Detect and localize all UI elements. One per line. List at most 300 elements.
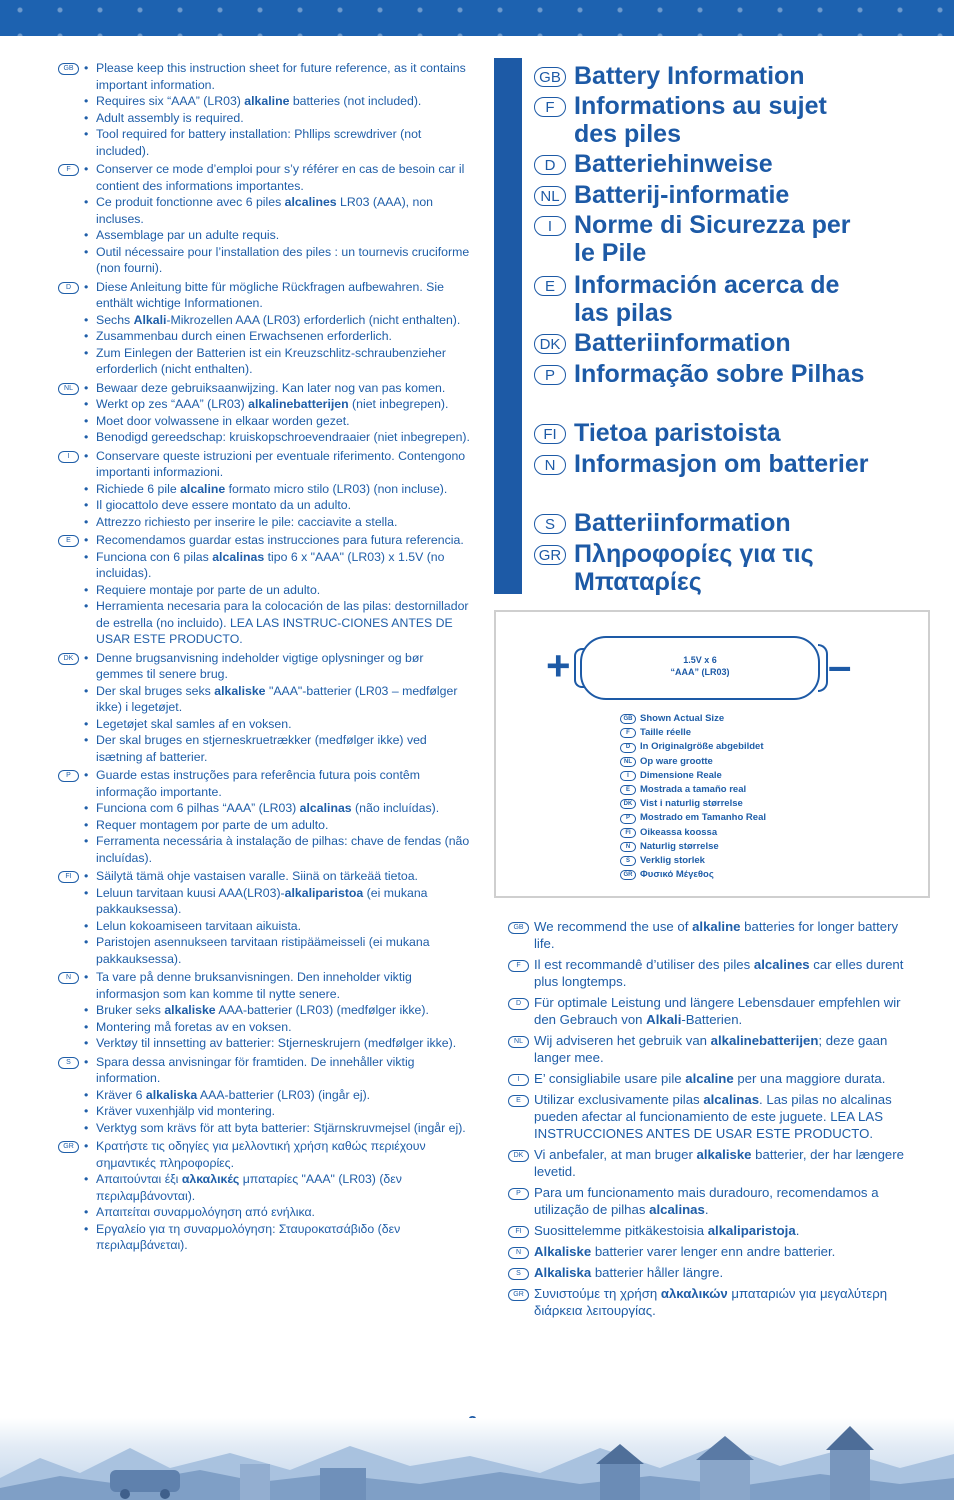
emphasis-text: alcaline bbox=[685, 1071, 734, 1086]
text-segment: batterier varer lenger enn andre batterier. bbox=[591, 1244, 836, 1259]
text-segment: . Las pilas no alcalinas pueden afectar al funcionamiento de este juguete. LEA LAS INSTRUCCIONES ANTES DE USAR ESTE PRODUCTO. bbox=[534, 1092, 892, 1141]
text-segment: Απαιτείται συναρμολόγηση από ενήλικα. bbox=[96, 1205, 315, 1219]
actual-size-fi bbox=[620, 826, 766, 840]
language-code-badge: DK bbox=[620, 799, 636, 809]
language-code-badge: D bbox=[620, 743, 636, 753]
actual-size-s bbox=[620, 854, 766, 868]
language-section-d bbox=[58, 279, 470, 378]
emphasis-text: alcalinas bbox=[649, 1202, 705, 1217]
text-segment: Outil nécessaire pour l’installation des piles : un tournevis cruciforme (non fourni). bbox=[96, 244, 470, 275]
title-text: Batteriinformation bbox=[574, 509, 791, 537]
bullet-item bbox=[84, 481, 470, 498]
title-text: Informação sobre Pilhas bbox=[574, 360, 865, 388]
language-code-badge: DK bbox=[58, 653, 79, 665]
bullet-item bbox=[84, 1087, 470, 1104]
emphasis-text: alkaliparistoa bbox=[284, 885, 364, 900]
language-code-badge: D bbox=[58, 282, 79, 294]
title-text: Tietoa paristoista bbox=[574, 419, 781, 447]
text-segment: Ferramenta necessária à instalação de pilhas: chave de fendas (não incluídas). bbox=[96, 834, 470, 865]
recommendation-text bbox=[534, 1070, 908, 1087]
text-segment: Herramienta necesaria para la colocación de las pilas: destornillador de estrella (no incluido). LEA LAS INSTRUC-CIONES ANTES DE USAR ESTE PRODUCTO. bbox=[96, 599, 469, 646]
recommendation-n bbox=[508, 1243, 908, 1260]
title-p bbox=[534, 360, 874, 388]
language-code-badge: P bbox=[58, 770, 79, 782]
emphasis-text: alkaliska bbox=[145, 1087, 198, 1102]
text-segment: Tool required for battery installation: Phllips screwdriver (not included). bbox=[96, 127, 422, 158]
text-segment: (niet inbegrepen). bbox=[348, 397, 449, 411]
title-s bbox=[534, 509, 874, 537]
recommendation-text bbox=[534, 1285, 908, 1319]
text-segment: Montering må foretas av en voksen. bbox=[96, 1019, 292, 1034]
emphasis-text: alcaline bbox=[180, 481, 226, 496]
actual-size-text: Φυσικό Μέγεθος bbox=[640, 869, 714, 881]
bullet-item bbox=[84, 429, 470, 446]
bullet-item bbox=[84, 110, 470, 127]
actual-size-i bbox=[620, 769, 766, 783]
text-segment: Zum Einlegen der Batterien ist ein Kreuzschlitz-schraubenzieher erforderlich (nicht enthalten). bbox=[96, 345, 446, 376]
title-text: Batteriehinweise bbox=[574, 150, 773, 178]
battery-cap-right bbox=[818, 644, 828, 692]
recommendation-text bbox=[534, 956, 908, 990]
emphasis-text: alcalinas bbox=[299, 801, 352, 815]
title-accent-bar bbox=[494, 58, 522, 594]
text-segment: Requires six “AAA” (LR03) bbox=[96, 94, 245, 108]
title-text: Batteriinformation bbox=[574, 329, 791, 357]
text-segment: Il giocattolo deve essere montato da un adulto. bbox=[96, 498, 351, 512]
language-code-badge: NL bbox=[620, 757, 636, 767]
title-f bbox=[534, 92, 874, 148]
actual-size-gb bbox=[620, 712, 766, 726]
instructions-column bbox=[58, 60, 470, 1256]
actual-size-text: Vist i naturlig størrelse bbox=[640, 798, 743, 810]
actual-size-e bbox=[620, 783, 766, 797]
text-segment: E’ consigliabile usare pile bbox=[534, 1071, 686, 1086]
recommendation-f bbox=[508, 956, 908, 990]
language-code-badge: P bbox=[534, 365, 566, 385]
title-nl bbox=[534, 181, 874, 209]
bullet-item bbox=[84, 549, 470, 582]
actual-size-text: Op ware grootte bbox=[640, 755, 713, 767]
title-text: Información acerca de las pilas bbox=[574, 271, 840, 327]
language-code-badge: P bbox=[620, 814, 636, 824]
text-segment: Kräver 6 bbox=[96, 1087, 146, 1102]
language-code-badge: S bbox=[58, 1057, 79, 1069]
language-code-badge: E bbox=[534, 276, 566, 296]
language-code-badge: F bbox=[58, 164, 79, 176]
battery-type-label: “AAA” (LR03) bbox=[670, 667, 730, 677]
bullet-item bbox=[84, 650, 470, 683]
text-segment: . bbox=[704, 1202, 709, 1217]
text-segment: Benodigd gereedschap: kruiskopschroevendraaier (niet inbegrepen). bbox=[96, 430, 470, 444]
text-segment: batterier håller längre. bbox=[591, 1265, 724, 1280]
recommendation-i bbox=[508, 1070, 908, 1087]
language-section-nl bbox=[58, 380, 470, 446]
text-segment: Zusammenbau durch einen Erwachsenen erforderlich. bbox=[96, 329, 392, 343]
bullet-item bbox=[84, 918, 470, 935]
emphasis-text: alkaline bbox=[244, 94, 290, 108]
bullet-item bbox=[84, 244, 470, 277]
text-segment: Adult assembly is required. bbox=[96, 110, 244, 125]
title-n bbox=[534, 450, 874, 478]
bullet-item bbox=[84, 1138, 470, 1171]
text-segment: Verktyg som krävs för att byta batterier: Stjärnskruvmejsel (ingår ej). bbox=[96, 1120, 466, 1135]
language-code-badge: F bbox=[508, 960, 529, 972]
text-segment: Conservare queste istruzioni per eventuale riferimento. Contengono importanti informazioni. bbox=[96, 448, 466, 479]
bullet-item bbox=[84, 194, 470, 227]
bullet-item bbox=[84, 800, 470, 817]
title-text: Informasjon om batterier bbox=[574, 450, 869, 478]
bullet-item bbox=[84, 126, 470, 159]
bullet-item bbox=[84, 833, 470, 866]
bullet-list bbox=[84, 868, 470, 967]
language-section-e bbox=[58, 532, 470, 648]
text-segment: Säilytä tämä ohje vastaisen varalle. Siinä on tärkeää tietoa. bbox=[96, 869, 418, 883]
recommendation-text bbox=[534, 994, 908, 1028]
positive-terminal-sign: + bbox=[546, 642, 571, 689]
language-code-badge: N bbox=[534, 455, 566, 475]
top-decorative-band bbox=[0, 0, 954, 36]
bullet-item bbox=[84, 328, 470, 345]
title-dk bbox=[534, 329, 874, 357]
bullet-item bbox=[84, 448, 470, 481]
text-segment: tipo 6 x "AAA" (LR03) x 1.5V (no incluidas). bbox=[96, 549, 445, 580]
recommendation-text bbox=[534, 1243, 908, 1260]
text-segment: AAA-batterier (LR03) (ingår ej). bbox=[197, 1087, 371, 1102]
actual-size-p bbox=[620, 811, 766, 825]
language-code-badge: GB bbox=[534, 67, 566, 87]
bullet-item bbox=[84, 969, 470, 1002]
bullet-item bbox=[84, 1002, 470, 1019]
text-segment: μπαταριών για μεγαλύτερη διάρκεια λειτουργίας. bbox=[534, 1286, 888, 1318]
bullet-list bbox=[84, 532, 470, 648]
language-section-i bbox=[58, 448, 470, 531]
emphasis-text: alkaline bbox=[692, 919, 741, 934]
actual-size-d bbox=[620, 740, 766, 754]
language-code-badge: DK bbox=[508, 1150, 529, 1162]
battery-voltage-label: 1.5V x 6 bbox=[683, 655, 717, 665]
language-code-badge: P bbox=[508, 1188, 529, 1200]
text-segment: Recomendamos guardar estas instrucciones para futura referencia. bbox=[96, 533, 464, 547]
bullet-item bbox=[84, 312, 470, 329]
emphasis-text: alkaliske bbox=[696, 1147, 752, 1162]
text-segment: ; deze gaan langer mee. bbox=[534, 1033, 888, 1065]
language-section-s bbox=[58, 1054, 470, 1137]
emphasis-text: alkalinebatterijen bbox=[710, 1033, 819, 1048]
language-code-badge: DK bbox=[534, 334, 566, 354]
language-code-badge: S bbox=[508, 1268, 529, 1280]
emphasis-text: Alkali bbox=[646, 1012, 682, 1027]
bullet-list bbox=[84, 650, 470, 766]
text-segment: Bruker seks bbox=[96, 1003, 165, 1017]
text-segment: Legetøjet skal samles af en voksen. bbox=[96, 716, 292, 731]
language-code-badge: FI bbox=[508, 1226, 529, 1238]
actual-size-text: Mostrado em Tamanho Real bbox=[640, 812, 766, 824]
text-segment: -Mikrozellen AAA (LR03) erforderlich (nicht enthalten). bbox=[166, 312, 461, 327]
actual-size-text: Oikeassa koossa bbox=[640, 826, 718, 838]
language-code-badge: NL bbox=[508, 1036, 529, 1048]
actual-size-gr bbox=[620, 868, 766, 882]
emphasis-text: alcalinas bbox=[212, 549, 265, 564]
text-segment: Für optimale Leistung und längere Lebensdauer empfehlen wir den Gebrauch von bbox=[534, 995, 901, 1027]
bullet-item bbox=[84, 1221, 470, 1254]
text-segment: LR03 (AAA), non incluses. bbox=[96, 195, 434, 226]
title-e bbox=[534, 271, 874, 327]
text-segment: Funciona com 6 pilhas “AAA” (LR03) bbox=[96, 801, 300, 815]
text-segment: Wij adviseren het gebruik van bbox=[534, 1033, 711, 1048]
bullet-list bbox=[84, 161, 470, 277]
village-scene-illustration bbox=[0, 1418, 954, 1500]
bullet-item bbox=[84, 934, 470, 967]
language-code-badge: GR bbox=[620, 870, 636, 880]
text-segment: Denne brugsanvisning indeholder vigtige oplysninger og bør gemmes til senere brug. bbox=[96, 650, 424, 681]
text-segment: Verktøy til innsetting av batterier: Stjerneskrujern (medfølger ikke). bbox=[96, 1036, 457, 1050]
language-code-badge: GR bbox=[534, 545, 566, 565]
emphasis-text: alcalines bbox=[753, 957, 810, 972]
bullet-item bbox=[84, 532, 470, 549]
language-code-badge: F bbox=[620, 728, 636, 738]
language-section-p bbox=[58, 767, 470, 866]
language-code-badge: D bbox=[508, 998, 529, 1010]
actual-size-text: Dimensione Reale bbox=[640, 769, 722, 781]
bullet-item bbox=[84, 716, 470, 733]
actual-size-text: Shown Actual Size bbox=[640, 713, 725, 724]
bottom-decorative-scene bbox=[0, 1418, 954, 1500]
actual-size-dk bbox=[620, 797, 766, 811]
bullet-item bbox=[84, 868, 470, 885]
language-section-gr bbox=[58, 1138, 470, 1254]
bullet-item bbox=[84, 767, 470, 800]
bullet-item bbox=[84, 1204, 470, 1221]
actual-size-text: Verklig storlek bbox=[640, 855, 705, 867]
text-segment: formato micro stilo (LR03) (non incluse). bbox=[225, 481, 448, 496]
emphasis-text: Alkaliska bbox=[534, 1265, 592, 1280]
text-segment: Εργαλείο για τη συναρμολόγηση: Σταυροκατσάβιδο (δεν περιλαμβάνεται). bbox=[96, 1221, 401, 1252]
recommendation-text bbox=[534, 1222, 908, 1239]
text-segment: Lelun kokoamiseen tarvitaan aikuista. bbox=[96, 918, 302, 933]
bullet-item bbox=[84, 60, 470, 93]
text-segment: . bbox=[795, 1223, 800, 1238]
bullet-item bbox=[84, 1103, 470, 1120]
bullet-item bbox=[84, 732, 470, 765]
actual-size-text: In Originalgröße abgebildet bbox=[640, 741, 764, 753]
bullet-item bbox=[84, 227, 470, 244]
title-gb bbox=[534, 62, 874, 90]
language-code-badge: E bbox=[508, 1095, 529, 1107]
bullet-list bbox=[84, 60, 470, 159]
bullet-list bbox=[84, 969, 470, 1052]
text-segment: Suosittelemme pitkäkestoisia bbox=[534, 1223, 708, 1238]
language-code-badge: S bbox=[620, 856, 636, 866]
text-segment: Ta vare på denne bruksanvisningen. Den inneholder viktig informasjon som kan komme til nytte senere. bbox=[96, 970, 412, 1001]
text-segment: car elles durent plus longtemps. bbox=[534, 957, 904, 989]
language-section-gb bbox=[58, 60, 470, 159]
recommendation-text bbox=[534, 1264, 908, 1281]
recommendation-text bbox=[534, 918, 908, 952]
bullet-item bbox=[84, 1120, 470, 1137]
text-segment: Moet door volwassene in elkaar worden gezet. bbox=[96, 413, 350, 428]
text-segment: Kräver vuxenhjälp vid montering. bbox=[96, 1104, 276, 1118]
emphasis-text: alkaliske bbox=[164, 1003, 216, 1017]
battery-size-panel bbox=[494, 610, 930, 898]
text-segment: Requiere montaje por parte de un adulto. bbox=[96, 582, 321, 597]
recommendation-gb bbox=[508, 918, 908, 952]
battery-label bbox=[582, 654, 818, 678]
actual-size-text: Mostrada a tamaño real bbox=[640, 784, 747, 796]
title-text: Norme di Sicurezza per le Pile bbox=[574, 211, 851, 267]
language-code-badge: N bbox=[58, 972, 79, 984]
language-code-badge: GB bbox=[620, 714, 636, 724]
language-code-badge: FI bbox=[620, 828, 636, 838]
text-segment: Utilizar exclusivamente pilas bbox=[534, 1092, 704, 1107]
bullet-item bbox=[84, 817, 470, 834]
text-segment: Assemblage par un adulte requis. bbox=[96, 228, 280, 242]
text-segment: Il est recommandê d’utiliser des piles bbox=[534, 957, 754, 972]
recommendation-fi bbox=[508, 1222, 908, 1239]
language-section-dk bbox=[58, 650, 470, 766]
recommendation-text bbox=[534, 1032, 908, 1066]
text-segment: Attrezzo richiesto per inserire le pile: cacciavite a stella. bbox=[96, 514, 398, 529]
language-section-fi bbox=[58, 868, 470, 967]
bullet-item bbox=[84, 380, 470, 397]
bullet-item bbox=[84, 497, 470, 514]
title-text: Batterij-informatie bbox=[574, 181, 790, 209]
recommendation-text bbox=[534, 1091, 908, 1142]
title-d bbox=[534, 150, 874, 178]
title-text: Πληροφορίες για τις Μπαταρίες bbox=[574, 540, 814, 596]
bullet-item bbox=[84, 413, 470, 430]
language-code-badge: I bbox=[58, 451, 79, 463]
bullet-list bbox=[84, 279, 470, 378]
language-code-badge: FI bbox=[58, 871, 79, 883]
recommendation-dk bbox=[508, 1146, 908, 1180]
recommendation-text bbox=[534, 1146, 908, 1180]
recommendation-e bbox=[508, 1091, 908, 1142]
text-segment: "AAA"-batterier (LR03 – medfølger ikke) i legetøjet. bbox=[96, 683, 458, 714]
text-segment: Der skal bruges seks bbox=[96, 683, 215, 698]
bullet-item bbox=[84, 514, 470, 531]
text-segment: per una maggiore durata. bbox=[733, 1071, 886, 1086]
emphasis-text: αλκαλικών bbox=[660, 1286, 728, 1301]
bullet-list bbox=[84, 767, 470, 866]
bullet-list bbox=[84, 1138, 470, 1254]
text-segment: (ei mukana pakkauksessa). bbox=[96, 885, 428, 916]
text-segment: Para um funcionamento mais duradouro, recomendamos a utilização de pilhas bbox=[534, 1185, 879, 1217]
text-segment: Funciona con 6 pilas bbox=[96, 549, 213, 564]
recommendation-nl bbox=[508, 1032, 908, 1066]
bullet-item bbox=[84, 598, 470, 648]
bullet-item bbox=[84, 683, 470, 716]
text-segment: Ce produit fonctionne avec 6 piles bbox=[96, 195, 285, 209]
text-segment: Sechs bbox=[96, 312, 134, 327]
language-code-badge: N bbox=[508, 1247, 529, 1259]
text-segment: -Batterien. bbox=[681, 1012, 743, 1027]
text-segment: Συνιστούμε τη χρήση bbox=[534, 1286, 661, 1301]
title-text: Battery Information bbox=[574, 62, 805, 90]
language-code-badge: N bbox=[620, 842, 636, 852]
bullet-item bbox=[84, 1054, 470, 1087]
language-code-badge: I bbox=[620, 771, 636, 781]
text-segment: batteries (not included). bbox=[289, 94, 422, 108]
text-segment: Κρατήστε τις οδηγίες για μελλοντική χρήση καθώς περιέχουν σημαντικές πληροφορίες. bbox=[96, 1139, 426, 1170]
text-segment: Leluun tarvitaan kuusi AAA(LR03)- bbox=[96, 885, 285, 900]
bullet-item bbox=[84, 1019, 470, 1036]
actual-size-nl bbox=[620, 755, 766, 769]
actual-size-f bbox=[620, 726, 766, 740]
text-segment: μπαταρίες "AAA" (LR03) (δεν περιλαμβάνονται). bbox=[96, 1172, 402, 1203]
aaa-battery-icon bbox=[580, 636, 820, 700]
bullet-item bbox=[84, 1035, 470, 1052]
emphasis-text: alkalinebatterijen bbox=[248, 397, 349, 411]
bullet-item bbox=[84, 582, 470, 599]
bullet-item bbox=[84, 885, 470, 918]
language-code-badge: GR bbox=[58, 1141, 79, 1153]
actual-size-n bbox=[620, 840, 766, 854]
language-code-badge: NL bbox=[58, 383, 79, 395]
emphasis-text: alkaliparistoja bbox=[707, 1223, 796, 1238]
text-segment: Der skal bruges en stjerneskruetrækker (medfølger ikke) ved isætning af batterier. bbox=[96, 733, 427, 764]
language-code-badge: GB bbox=[508, 922, 529, 934]
emphasis-text: alkaliske bbox=[214, 683, 266, 698]
emphasis-text: alcalines bbox=[284, 195, 337, 209]
language-code-badge: GR bbox=[508, 1289, 529, 1301]
language-code-badge: S bbox=[534, 514, 566, 534]
text-segment: (não incluídas). bbox=[351, 801, 440, 815]
text-segment: Richiede 6 pile bbox=[96, 481, 181, 496]
recommendation-text bbox=[534, 1184, 908, 1218]
language-code-badge: I bbox=[534, 216, 566, 236]
bullet-list bbox=[84, 1054, 470, 1137]
language-section-n bbox=[58, 969, 470, 1052]
text-segment: Vi anbefaler, at man bruger bbox=[534, 1147, 697, 1162]
text-segment: Requer montagem por parte de um adulto. bbox=[96, 817, 329, 832]
bullet-item bbox=[84, 279, 470, 312]
bullet-list bbox=[84, 448, 470, 531]
text-segment: Spara dessa anvisningar för framtiden. De innehåller viktig information. bbox=[96, 1054, 415, 1085]
text-segment: Please keep this instruction sheet for future reference, as it contains important information. bbox=[96, 61, 466, 92]
recommendation-p bbox=[508, 1184, 908, 1218]
title-text: Informations au sujet des piles bbox=[574, 92, 827, 148]
emphasis-text: Alkaliske bbox=[534, 1244, 592, 1259]
text-segment: batteries for longer battery life. bbox=[534, 919, 899, 951]
actual-size-list bbox=[620, 712, 766, 882]
text-segment: Απαιτούνται έξι bbox=[96, 1172, 182, 1186]
language-code-badge: D bbox=[534, 155, 566, 175]
actual-size-text: Taille réelle bbox=[640, 727, 692, 739]
recommendation-list bbox=[508, 918, 908, 1323]
bullet-item bbox=[84, 93, 470, 110]
text-segment: batterier, der har længere levetid. bbox=[534, 1147, 904, 1179]
language-code-badge: E bbox=[620, 785, 636, 795]
recommendation-s bbox=[508, 1264, 908, 1281]
title-i bbox=[534, 211, 874, 267]
text-segment: Paristojen asennukseen tarvitaan ristipäämeisseli (ei mukana pakkauksessa). bbox=[96, 935, 430, 966]
bullet-item bbox=[84, 396, 470, 413]
text-segment: Werkt op zes “AAA” (LR03) bbox=[96, 397, 249, 411]
language-code-badge: FI bbox=[534, 424, 566, 444]
title-gr bbox=[534, 540, 874, 596]
battery-information-title-block bbox=[494, 58, 914, 594]
language-code-badge: GB bbox=[58, 63, 79, 75]
language-code-badge: E bbox=[58, 535, 79, 547]
text-segment: Guarde estas instruções para referência futura pois contêm informação importante. bbox=[96, 768, 420, 799]
bullet-item bbox=[84, 161, 470, 194]
actual-size-text: Naturlig størrelse bbox=[640, 840, 719, 852]
language-section-f bbox=[58, 161, 470, 277]
recommendation-d bbox=[508, 994, 908, 1028]
text-segment: Diese Anleitung bitte für mögliche Rückfragen aufbewahren. Sie enthält wichtige Informationen. bbox=[96, 279, 444, 310]
bullet-list bbox=[84, 380, 470, 446]
language-code-badge: NL bbox=[534, 186, 566, 206]
